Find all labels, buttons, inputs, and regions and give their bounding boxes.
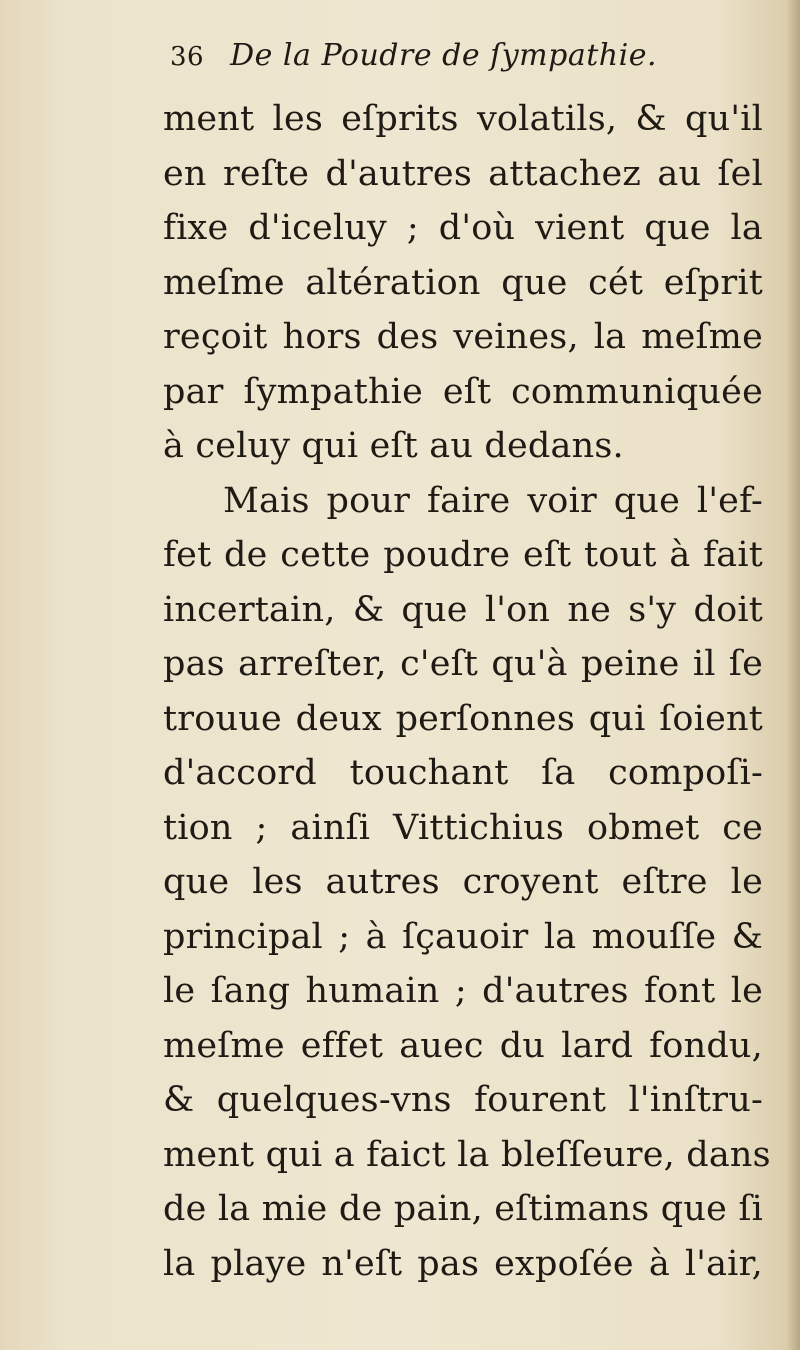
text-line: que les autres croyent eſtre le [163,862,763,902]
text-line: en reſte d'autres attachez au ſel [163,153,763,194]
text-line: par ſympathie eſt communiquée [163,371,763,412]
text-line: de la mie de pain, eſtimans que ſi [163,1189,763,1229]
text-line: incertain, & que l'on ne s'y doit [163,589,763,630]
text-line: la playe n'eſt pas expoſée à l'air, [163,1243,763,1284]
text-line: ment les eſprits volatils, & qu'il [163,99,763,139]
page-number: 36 [170,42,205,72]
text-line: pas arreſter, c'eſt qu'à peine il ſe [163,644,763,684]
text-line: ment qui a faict la bleſſeure, dans [163,1134,771,1175]
text-line: trouue deux perſonnes qui ſoient [163,698,763,739]
text-line: d'accord touchant ſa compoſi- [163,753,763,793]
page-edge-shadow [786,0,800,1350]
text-line: meſme effet auec du lard fondu, [163,1025,763,1066]
text-line: principal ; à ſçauoir la mouſſe & [163,916,763,957]
text-line: meſme altération que cét eſprit [163,262,763,303]
running-header [170,38,657,73]
running-title: De la Poudre de ſympathie. [230,38,657,73]
body-text [163,92,771,1291]
text-line-paragraph-end: à celuy qui eſt au dedans. [163,426,624,466]
text-line: reçoit hors des veines, la meſme [163,317,763,357]
text-line: le ſang humain ; d'autres font le [163,971,763,1011]
text-line: fet de cette poudre eſt tout à fait [163,535,763,575]
text-line: fixe d'iceluy ; d'où vient que la [163,208,763,248]
text-line-paragraph-start: Mais pour faire voir que l'ef- [223,480,763,521]
text-line: & quelques-vns fourent l'inſtru- [163,1080,763,1120]
text-line: tion ; ainſi Vittichius obmet ce [163,807,763,848]
